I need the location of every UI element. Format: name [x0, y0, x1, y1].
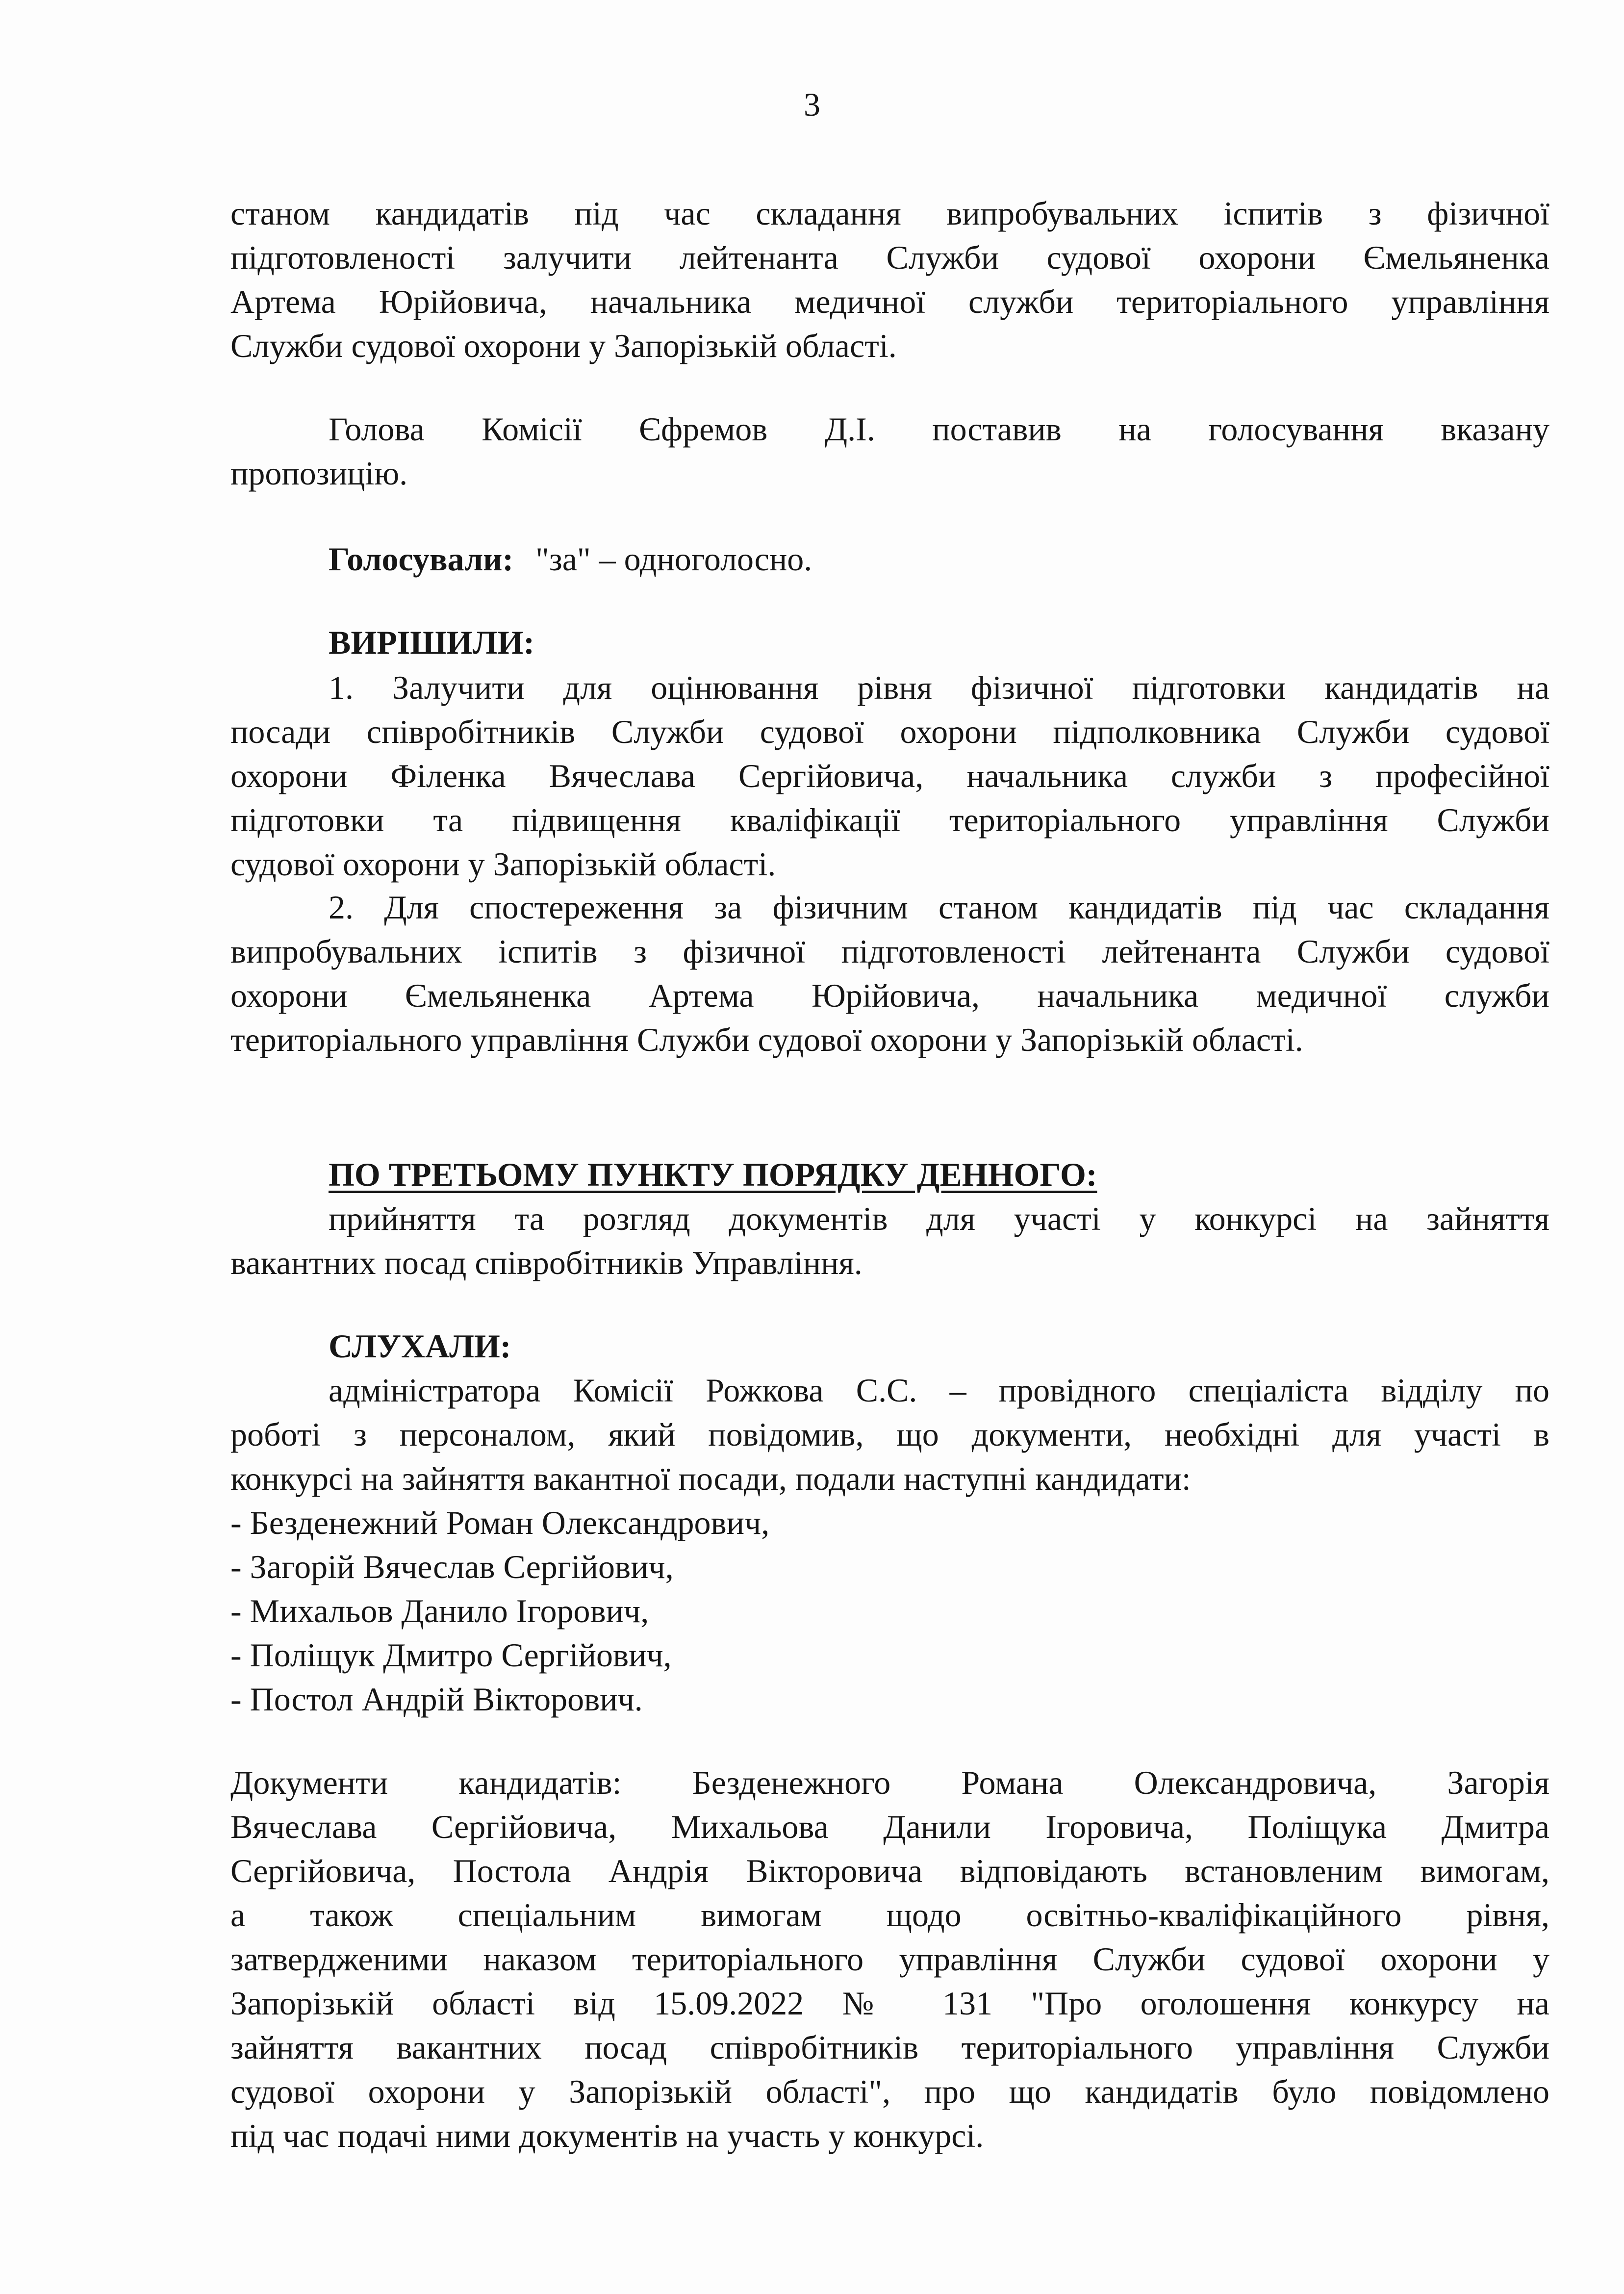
- text-line: Запорізькій області від 15.09.2022 № 131 "Про оголошення конкурсу на: [230, 1985, 1549, 2022]
- candidate-list-item: - Поліщук Дмитро Сергійович,: [230, 1636, 672, 1674]
- agenda-item-3-text: [230, 1197, 1549, 1285]
- text-line: територіального управління Служби судової охорони у Запорізькій області.: [230, 1021, 1303, 1058]
- text-line: а також спеціальним вимогам щодо освітньо-кваліфікаційного рівня,: [230, 1896, 1549, 1934]
- text-line: прийняття та розгляд документів для участі у конкурсі на зайняття: [329, 1200, 1549, 1237]
- vote-result: [329, 537, 812, 581]
- text-line: вакантних посад співробітників Управління.: [230, 1244, 863, 1281]
- candidate-list-item: - Безденежний Роман Олександрович,: [230, 1504, 770, 1541]
- text-line: судової охорони у Запорізькій області.: [230, 845, 776, 883]
- decision-item-1: [230, 665, 1549, 886]
- decided-heading: ВИРІШИЛИ:: [329, 624, 535, 661]
- text-line: адміністратора Комісії Рожкова С.С. – провідного спеціаліста відділу по: [329, 1372, 1549, 1409]
- text-line: Артема Юрійовича, начальника медичної служби територіального управління: [230, 283, 1549, 320]
- vote-value: "за" – одноголосно.: [535, 540, 812, 578]
- text-line: посади співробітників Служби судової охорони підполковника Служби судової: [230, 713, 1549, 750]
- text-line: підготовки та підвищення кваліфікації територіального управління Служби: [230, 801, 1549, 839]
- text-line: 1. Залучити для оцінювання рівня фізичної підготовки кандидатів на: [329, 669, 1549, 706]
- paragraph-chairman-vote: [230, 407, 1549, 495]
- text-line: випробувальних іспитів з фізичної підготовленості лейтенанта Служби судової: [230, 933, 1549, 970]
- text-line: охорони Ємельяненка Артема Юрійовича, начальника медичної служби: [230, 977, 1549, 1014]
- heard-text: [230, 1368, 1549, 1721]
- text-line: під час подачі ними документів на участь у конкурсі.: [230, 2117, 984, 2154]
- text-line: конкурсі на зайняття вакантної посади, подали наступні кандидати:: [230, 1460, 1191, 1497]
- documents-paragraph: [230, 1760, 1549, 2158]
- text-line: охорони Філенка Вячеслава Сергійовича, начальника служби з професійної: [230, 757, 1549, 794]
- text-line: 2. Для спостереження за фізичним станом кандидатів під час складання: [329, 889, 1549, 926]
- vote-label: Голосували:: [329, 540, 514, 578]
- text-line: Служби судової охорони у Запорізькій області.: [230, 327, 897, 364]
- text-line: станом кандидатів під час складання випробувальних іспитів з фізичної: [230, 195, 1549, 232]
- text-line: пропозицію.: [230, 455, 408, 492]
- candidate-list-item: - Михальов Данило Ігорович,: [230, 1592, 649, 1630]
- decision-item-2: [230, 885, 1549, 1062]
- candidate-list-item: - Постол Андрій Вікторович.: [230, 1681, 643, 1718]
- heard-heading: СЛУХАЛИ:: [329, 1327, 511, 1365]
- text-line: підготовленості залучити лейтенанта Служби судової охорони Ємельяненка: [230, 239, 1549, 276]
- text-line: роботі з персоналом, який повідомив, що документи, необхідні для участі в: [230, 1416, 1549, 1453]
- text-line: зайняття вакантних посад співробітників територіального управління Служби: [230, 2029, 1549, 2066]
- text-line: Вячеслава Сергійовича, Михальова Данили Ігоровича, Поліщука Дмитра: [230, 1808, 1549, 1845]
- text-line: Документи кандидатів: Безденежного Романа Олександровича, Загорія: [230, 1764, 1549, 1801]
- text-line: Сергійовича, Постола Андрія Вікторовича відповідають встановленим вимогам,: [230, 1852, 1549, 1889]
- agenda-item-3-heading: ПО ТРЕТЬОМУ ПУНКТУ ПОРЯДКУ ДЕННОГО:: [329, 1156, 1097, 1193]
- text-line: Голова Комісії Єфремов Д.І. поставив на голосування вказану: [329, 410, 1549, 448]
- text-line: затвердженими наказом територіального управління Служби судової охорони у: [230, 1940, 1549, 1978]
- page-number: 3: [804, 86, 820, 123]
- paragraph-continuation: [230, 191, 1549, 368]
- text-line: судової охорони у Запорізькій області", про що кандидатів було повідомлено: [230, 2073, 1549, 2110]
- candidate-list-item: - Загорій Вячеслав Сергійович,: [230, 1548, 674, 1585]
